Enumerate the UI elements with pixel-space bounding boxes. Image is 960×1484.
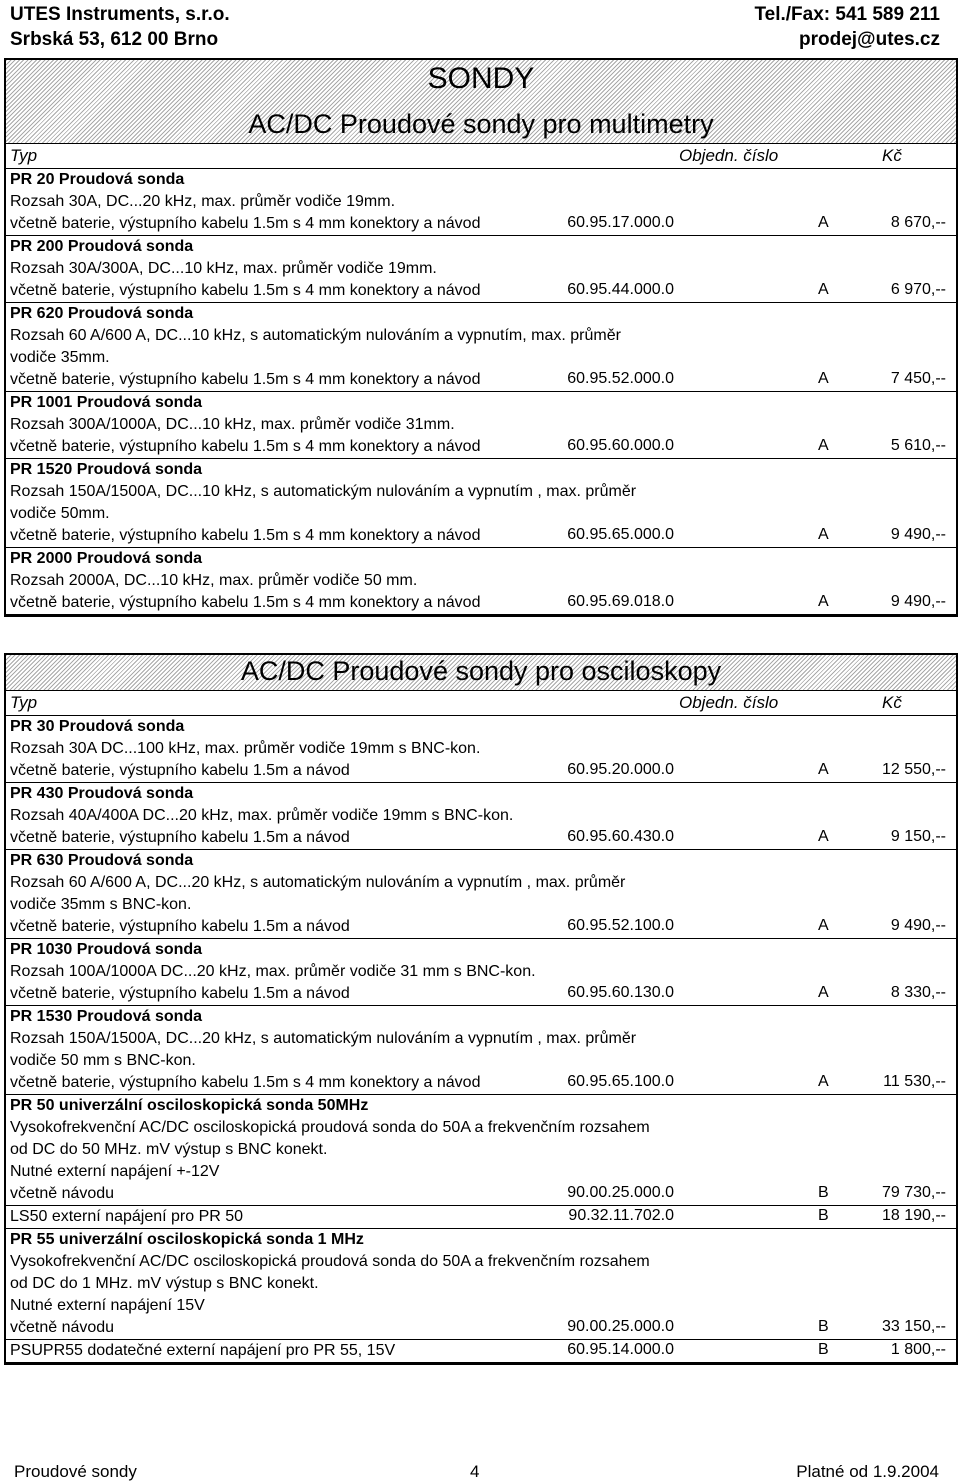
product-name: PR 2000 Proudová sonda (10, 550, 203, 567)
price-group: B (818, 1341, 829, 1358)
product-spec-line: včetně baterie, výstupního kabelu 1.5m s 4 mm konektory a návod (10, 438, 481, 455)
product-spec-line: Rozsah 150A/1500A, DC...10 kHz, s automatickým nulováním a vypnutím , max. průměr vodiče 50mm. (10, 483, 637, 522)
order-number: 60.95.65.100.0 (567, 1073, 674, 1090)
price-group: A (818, 437, 829, 454)
product-row (6, 1006, 956, 1095)
page-number: 4 (470, 1462, 480, 1481)
price: 9 150,-- (890, 828, 946, 845)
product-spec-line: Rozsah 30A, DC...20 kHz, max. průměr vodiče 19mm. (10, 193, 396, 210)
product-row (6, 392, 956, 459)
product-list (6, 169, 956, 615)
product-row (6, 1229, 956, 1340)
order-number: 90.00.25.000.0 (567, 1184, 674, 1201)
price: 6 970,-- (890, 281, 946, 298)
order-number: 90.00.25.000.0 (567, 1318, 674, 1335)
price-group: A (818, 984, 829, 1001)
product-name: PR 50 univerzální osciloskopická sonda 50MHz (10, 1097, 369, 1114)
price: 8 330,-- (890, 984, 946, 1001)
product-spec-line: včetně návodu (10, 1319, 115, 1336)
company-phone: Tel./Fax: 541 589 211 (754, 4, 940, 25)
price-group: A (818, 526, 829, 543)
product-row (6, 548, 956, 615)
product-name: PR 430 Proudová sonda (10, 785, 194, 802)
product-name: PR 30 Proudová sonda (10, 718, 185, 735)
product-spec-line: Rozsah 300A/1000A, DC...10 kHz, max. průměr vodiče 31mm. (10, 416, 455, 433)
product-name: PR 200 Proudová sonda (10, 238, 194, 255)
section-banner (6, 655, 956, 691)
price: 5 610,-- (890, 437, 946, 454)
product-row (6, 850, 956, 939)
product-row (6, 783, 956, 850)
price-group: A (818, 593, 829, 610)
order-number: 60.95.69.018.0 (567, 593, 674, 610)
company-email[interactable]: prodej@utes.cz (799, 29, 940, 50)
price-group: B (818, 1318, 829, 1335)
product-spec-line: Rozsah 2000A, DC...10 kHz, max. průměr vodiče 50 mm. (10, 572, 418, 589)
column-headers (6, 144, 956, 169)
product-spec-line: Rozsah 60 A/600 A, DC...10 kHz, s automatickým nulováním a vypnutím, max. průměr vodiče 35mm. (10, 327, 621, 366)
price: 9 490,-- (890, 593, 946, 610)
product-row (6, 1340, 956, 1363)
column-order-no: Objedn. číslo (679, 146, 779, 165)
product-row (6, 303, 956, 392)
price-group: A (818, 214, 829, 231)
price-group: A (818, 917, 829, 934)
column-type: Typ (10, 693, 38, 712)
oscilloscope-probes-table (4, 653, 958, 1365)
order-number: 60.95.60.130.0 (567, 984, 674, 1001)
price: 1 800,-- (890, 1341, 946, 1358)
product-row (6, 169, 956, 236)
footer-title: Proudové sondy (14, 1462, 137, 1481)
product-row (6, 1206, 956, 1229)
product-name: PR 620 Proudová sonda (10, 305, 194, 322)
product-row (6, 459, 956, 548)
product-spec-line: LS50 externí napájení pro PR 50 (10, 1208, 244, 1225)
footer-valid-from: Platné od 1.9.2004 (796, 1462, 939, 1481)
price-group: A (818, 761, 829, 778)
product-spec-line: Vysokofrekvenční AC/DC osciloskopická proudová sonda do 50A a frekvenčním rozsahem od DC do 50 MHz. mV výstup s BNC konekt. (10, 1119, 650, 1158)
product-row (6, 1095, 956, 1206)
price: 79 730,-- (881, 1184, 946, 1201)
product-spec-line: Vysokofrekvenční AC/DC osciloskopická proudová sonda do 50A a frekvenčním rozsahem od DC do 1 MHz. mV výstup s BNC konekt. (10, 1253, 650, 1292)
multimeter-probes-table (4, 58, 958, 617)
column-type: Typ (10, 146, 38, 165)
order-number: 60.95.17.000.0 (567, 214, 674, 231)
order-number: 60.95.14.000.0 (567, 1341, 674, 1358)
order-number: 60.95.60.430.0 (567, 828, 674, 845)
product-spec-line: včetně baterie, výstupního kabelu 1.5m s 4 mm konektory a návod (10, 371, 481, 388)
product-spec-line: Rozsah 30A DC...100 kHz, max. průměr vodiče 19mm s BNC-kon. (10, 740, 481, 757)
company-address: Srbská 53, 612 00 Brno (10, 29, 219, 50)
price-group: A (818, 1073, 829, 1090)
price: 9 490,-- (890, 526, 946, 543)
page-title: SONDY (427, 62, 535, 95)
product-row (6, 236, 956, 303)
section-title: AC/DC Proudové sondy pro osciloskopy (240, 656, 722, 686)
product-spec-line: Rozsah 150A/1500A, DC...20 kHz, s automatickým nulováním a vypnutím , max. průměr vodiče 50 mm s BNC-kon. (10, 1030, 637, 1069)
price: 18 190,-- (881, 1207, 946, 1224)
product-spec-line: včetně baterie, výstupního kabelu 1.5m s 4 mm konektory a návod (10, 282, 481, 299)
product-name: PR 1030 Proudová sonda (10, 941, 203, 958)
product-name: PR 1530 Proudová sonda (10, 1008, 203, 1025)
product-name: PR 20 Proudová sonda (10, 171, 185, 188)
product-spec-line: PSUPR55 dodatečné externí napájení pro PR 55, 15V (10, 1342, 396, 1359)
price: 7 450,-- (890, 370, 946, 387)
product-spec-line: včetně baterie, výstupního kabelu 1.5m a návod (10, 985, 350, 1002)
product-spec-line: včetně baterie, výstupního kabelu 1.5m a návod (10, 918, 350, 935)
company-name: UTES Instruments, s.r.o. (10, 4, 230, 25)
product-spec-line: Nutné externí napájení +-12V (10, 1163, 220, 1180)
order-number: 60.95.52.000.0 (567, 370, 674, 387)
product-spec-line: včetně návodu (10, 1185, 115, 1202)
order-number: 60.95.20.000.0 (567, 761, 674, 778)
price: 11 530,-- (883, 1073, 946, 1090)
price-group: B (818, 1207, 829, 1224)
product-name: PR 630 Proudová sonda (10, 852, 194, 869)
section-title: AC/DC Proudové sondy pro multimetry (248, 109, 714, 139)
price: 12 550,-- (881, 761, 946, 778)
order-number: 60.95.65.000.0 (567, 526, 674, 543)
product-spec-line: Rozsah 30A/300A, DC...10 kHz, max. průměr vodiče 19mm. (10, 260, 437, 277)
product-spec-line: včetně baterie, výstupního kabelu 1.5m s 4 mm konektory a návod (10, 1074, 481, 1091)
order-number: 60.95.44.000.0 (567, 281, 674, 298)
product-spec-line: Rozsah 60 A/600 A, DC...20 kHz, s automatickým nulováním a vypnutím , max. průměr vodiče 35mm s BNC-kon. (10, 874, 626, 913)
price: 9 490,-- (890, 917, 946, 934)
column-order-no: Objedn. číslo (679, 693, 779, 712)
column-price: Kč (882, 693, 902, 712)
product-spec-line: Nutné externí napájení 15V (10, 1297, 205, 1314)
order-number: 60.95.60.000.0 (567, 437, 674, 454)
product-name: PR 1001 Proudová sonda (10, 394, 203, 411)
product-spec-line: včetně baterie, výstupního kabelu 1.5m s 4 mm konektory a návod (10, 215, 481, 232)
price: 33 150,-- (881, 1318, 946, 1335)
price-group: B (818, 1184, 829, 1201)
product-spec-line: včetně baterie, výstupního kabelu 1.5m a návod (10, 829, 350, 846)
price-group: A (818, 281, 829, 298)
product-spec-line: včetně baterie, výstupního kabelu 1.5m s 4 mm konektory a návod (10, 527, 481, 544)
product-spec-line: Rozsah 40A/400A DC...20 kHz, max. průměr vodiče 19mm s BNC-kon. (10, 807, 514, 824)
product-spec-line: včetně baterie, výstupního kabelu 1.5m a návod (10, 762, 350, 779)
column-price: Kč (882, 146, 902, 165)
price-group: A (818, 370, 829, 387)
product-spec-line: Rozsah 100A/1000A DC...20 kHz, max. průměr vodiče 31 mm s BNC-kon. (10, 963, 536, 980)
section-banner (6, 60, 956, 144)
order-number: 90.32.11.702.0 (568, 1207, 674, 1224)
product-name: PR 1520 Proudová sonda (10, 461, 203, 478)
price: 8 670,-- (890, 214, 946, 231)
order-number: 60.95.52.100.0 (567, 917, 674, 934)
price-group: A (818, 828, 829, 845)
product-row (6, 716, 956, 783)
product-list (6, 716, 956, 1363)
column-headers (6, 691, 956, 716)
product-row (6, 939, 956, 1006)
product-spec-line: včetně baterie, výstupního kabelu 1.5m s 4 mm konektory a návod (10, 594, 481, 611)
product-name: PR 55 univerzální osciloskopická sonda 1 MHz (10, 1231, 364, 1248)
